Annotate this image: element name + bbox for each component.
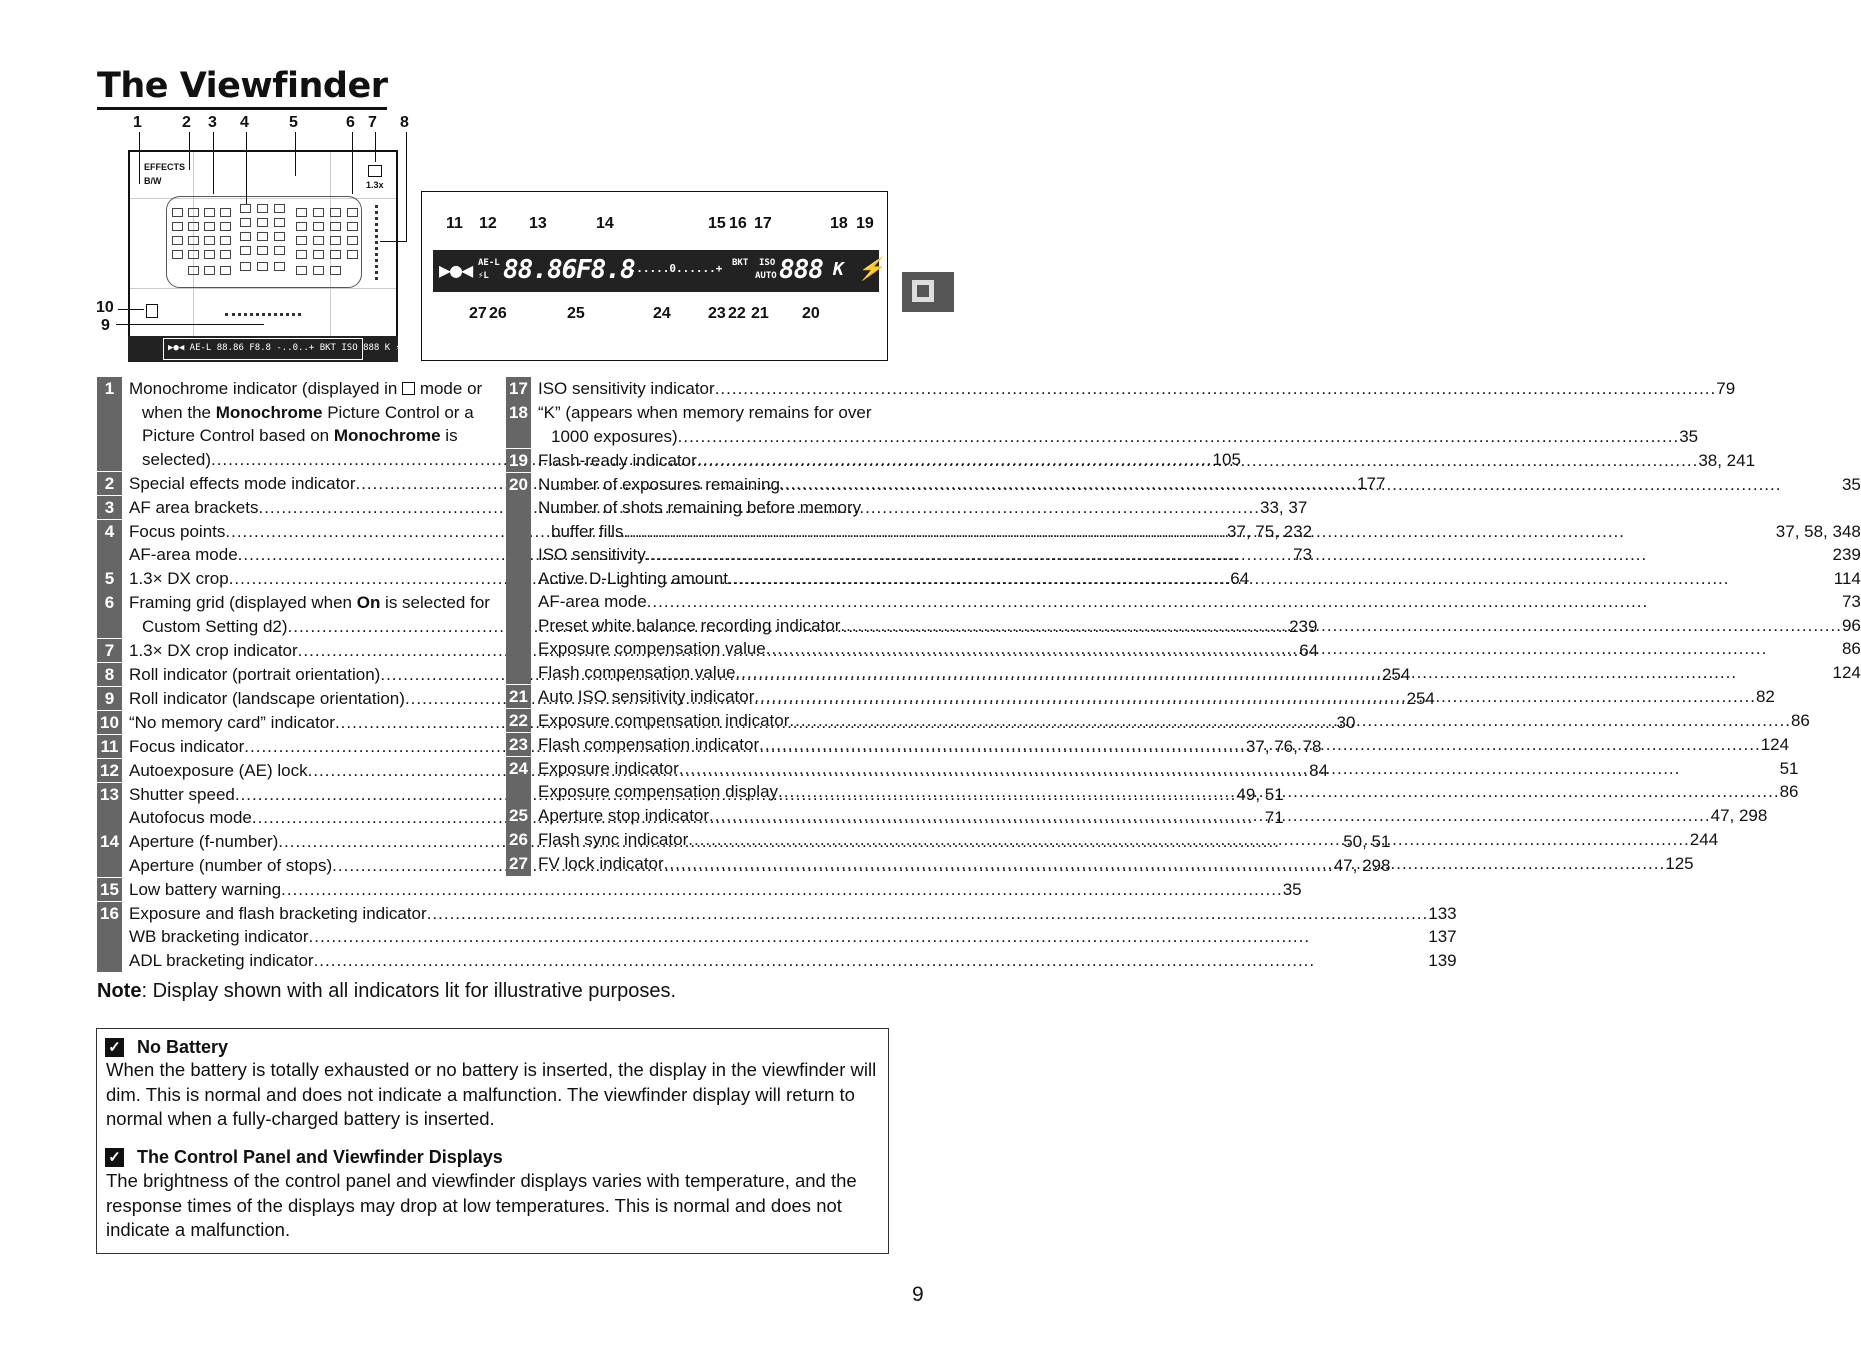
page-reference: 64 <box>1230 569 1250 588</box>
callout-number: 8 <box>400 114 409 131</box>
no-battery-title: No Battery <box>137 1037 229 1057</box>
focus-point <box>204 208 215 217</box>
entry-line: Custom Setting d2) ..... 239 <box>129 615 1317 639</box>
focus-point <box>347 236 358 245</box>
entry-number: 26 <box>506 828 531 852</box>
entry-line: 1.3× DX crop ..... 64 <box>129 567 1249 591</box>
focus-point <box>274 218 285 227</box>
entry-line: Aperture stop indicator ..... 47, 298 <box>538 804 1767 828</box>
focus-indicator-icon: ▶●◀ <box>439 258 473 282</box>
page-reference: 137 <box>1428 927 1457 946</box>
entry-line: buffer fills ..... 37, 58, 348 <box>538 520 1861 544</box>
memory-card-icon <box>146 304 158 318</box>
focus-point <box>274 246 285 255</box>
page-reference: 86 <box>1779 782 1799 801</box>
entry-line: Preset white balance recording indicator ..... 96 <box>538 614 1861 638</box>
callout-number: 3 <box>208 114 217 131</box>
page-reference: 96 <box>1841 615 1861 635</box>
page-reference: 51 <box>1779 758 1799 778</box>
callout-number: 10 <box>96 299 114 316</box>
check-icon: ✓ <box>105 1148 124 1167</box>
index-entry <box>506 377 1736 401</box>
exposure-scale: -......0......+ <box>623 262 723 275</box>
entry-line: Exposure compensation value ..... 86 <box>538 637 1861 661</box>
entry-line: ADL bracketing indicator ..... 139 <box>129 949 1457 973</box>
page-reference: 47, 298 <box>1333 855 1391 875</box>
no-battery-heading <box>105 1036 228 1058</box>
display-text: The brightness of the control panel and viewfinder displays varies with temperature, and the response times of the displays may drop at low temperatures. This is normal and does not indicate a malfunction. <box>106 1170 857 1240</box>
roll-indicator-portrait <box>375 205 381 280</box>
note-text: : Display shown with all indicators lit for illustrative purposes. <box>141 980 677 1002</box>
k-indicator: K <box>833 259 843 280</box>
callout-number: 24 <box>653 305 671 322</box>
index-entry <box>506 401 1699 448</box>
camera-icon <box>912 280 934 302</box>
focus-point <box>313 250 324 259</box>
entry-line: Number of shots remaining before memory <box>538 498 862 517</box>
viewfinder-info-strip: ▶●◀ AE-L 88.86 F8.8 -..0..+ BKT ISO 888 K ⚡ <box>163 338 363 360</box>
entry-number: 12 <box>97 759 122 783</box>
page-reference: 114 <box>1833 568 1861 588</box>
entry-line: Focus points ..... 37, 75, 232 <box>129 520 1312 544</box>
focus-point <box>188 250 199 259</box>
callout-number: 17 <box>754 215 772 232</box>
page-reference: 47, 298 <box>1710 806 1768 825</box>
focus-point <box>220 208 231 217</box>
focus-point <box>296 208 307 217</box>
entry-number: 24 <box>506 757 531 804</box>
no-battery-text: When the battery is totally exhausted or no battery is inserted, the display in the viewfinder will dim. This is normal and does not indicate a malfunction. The viewfinder display will return to normal when a fully-charged battery is inserted. <box>106 1059 877 1129</box>
focus-point <box>204 250 215 259</box>
entry-line: Exposure compensation display ..... 86 <box>538 780 1799 804</box>
focus-point <box>240 246 251 255</box>
focus-point <box>240 204 251 213</box>
focus-point <box>240 218 251 227</box>
focus-point <box>257 204 268 213</box>
page-reference: 239 <box>1289 616 1318 636</box>
focus-point <box>274 262 285 271</box>
focus-point <box>220 250 231 259</box>
callout-number: 12 <box>479 215 497 232</box>
page-reference: 254 <box>1406 688 1435 708</box>
entry-line: selected) ..... 105 <box>129 448 1241 472</box>
focus-point <box>330 250 341 259</box>
callout-number: 5 <box>289 114 298 131</box>
page-reference: 177 <box>1357 473 1386 493</box>
entry-number: 21 <box>506 685 531 709</box>
callout-number: 4 <box>240 114 249 131</box>
entry-line: Flash compensation value ..... 124 <box>538 661 1861 685</box>
mono-mode-icon <box>402 382 415 395</box>
entry-line: 1000 exposures) ..... 35 <box>538 425 1698 449</box>
entry-line: Auto ISO sensitivity indicator ..... 82 <box>538 685 1775 709</box>
callout-number: 11 <box>446 215 463 232</box>
entry-number: 4 <box>97 520 122 567</box>
note <box>97 978 676 1004</box>
focus-point <box>257 232 268 241</box>
entry-line: Autofocus mode ..... 71 <box>129 806 1284 830</box>
entry-number: 27 <box>506 852 531 876</box>
entry-number: 18 <box>506 401 531 448</box>
entry-line: Exposure and flash bracketing indicator ..... 133 <box>129 902 1457 926</box>
page-reference: 84 <box>1309 760 1329 780</box>
page-reference: 38, 241 <box>1698 450 1756 470</box>
entry-number: 5 <box>97 567 122 591</box>
callout-number: 20 <box>802 305 820 322</box>
entry-line: ISO sensitivity ..... 239 <box>538 543 1861 567</box>
entry-line: Picture Control based on Monochrome is <box>142 426 458 445</box>
focus-point <box>240 262 251 271</box>
index-entry <box>97 902 1457 973</box>
focus-point <box>296 266 307 275</box>
callout-number: 23 <box>708 305 726 322</box>
focus-point <box>188 222 199 231</box>
entry-line: Roll indicator (landscape orientation) ..... 254 <box>129 687 1435 711</box>
entry-line: Focus indicator ..... 37, 76, 78 <box>129 735 1321 759</box>
callout-number: 19 <box>856 215 874 232</box>
roll-indicator-landscape <box>225 313 301 319</box>
callout-number: 9 <box>101 317 110 334</box>
entry-line: Aperture (number of stops) ..... 47, 298 <box>129 854 1390 878</box>
entry-line: Autoexposure (AE) lock ..... 84 <box>129 759 1328 783</box>
page-reference: 30 <box>1336 712 1356 732</box>
display-heading <box>105 1146 503 1168</box>
entry-line: Roll indicator (portrait orientation) ..... 254 <box>129 663 1410 687</box>
entry-number: 7 <box>97 639 122 663</box>
page-reference: 239 <box>1832 545 1861 564</box>
entry-number: 23 <box>506 733 531 757</box>
entry-number: 20 <box>506 473 531 685</box>
entry-line: WB bracketing indicator ..... 137 <box>129 925 1457 949</box>
page-reference: 139 <box>1428 950 1457 970</box>
crop-icon <box>368 165 382 177</box>
focus-point <box>347 250 358 259</box>
focus-point <box>313 236 324 245</box>
fv-lock-label: ⚡L <box>478 271 489 281</box>
page-reference: 71 <box>1264 808 1284 827</box>
entry-line: Number of exposures remaining ..... 35 <box>538 473 1861 497</box>
effects-label: EFFECTS <box>144 162 186 172</box>
entry-line: 1.3× DX crop indicator ..... 64 <box>129 639 1318 663</box>
entry-line: when the Monochrome Picture Control or a <box>142 402 474 422</box>
page-reference: 35 <box>1282 879 1302 899</box>
page-reference: 64 <box>1299 640 1319 660</box>
page-reference: 73 <box>1841 592 1861 611</box>
page-reference: 82 <box>1755 686 1775 706</box>
index-entry <box>97 878 1302 902</box>
entry-number: 15 <box>97 878 122 902</box>
entry-number: 1 <box>97 377 122 471</box>
page-reference: 35 <box>1679 426 1699 446</box>
page-reference: 33, 37 <box>1260 497 1308 517</box>
page-reference: 73 <box>1293 545 1313 564</box>
page-reference: 50, 51 <box>1343 832 1391 851</box>
callout-number: 25 <box>567 305 585 322</box>
page-reference: 133 <box>1428 903 1457 923</box>
entry-line: Aperture (f-number) ..... 50, 51 <box>129 830 1390 854</box>
page-reference: 49, 51 <box>1236 784 1284 804</box>
focus-point <box>330 266 341 275</box>
entry-number: 22 <box>506 709 531 733</box>
callout-number: 22 <box>728 305 746 322</box>
focus-point <box>188 236 199 245</box>
focus-point <box>188 266 199 275</box>
focus-point <box>204 236 215 245</box>
display-title: The Control Panel and Viewfinder Displays <box>137 1147 503 1167</box>
entry-number: 16 <box>97 902 122 973</box>
page-reference: 86 <box>1790 710 1810 730</box>
focus-point <box>257 218 268 227</box>
exposure-count-digits: 888 <box>779 255 823 285</box>
focus-point <box>347 208 358 217</box>
focus-point <box>296 250 307 259</box>
page-reference: 35 <box>1841 474 1861 494</box>
flash-ready-icon: ⚡ <box>857 257 884 282</box>
info-display-bar <box>433 250 884 292</box>
entry-line: “No memory card” indicator ..... 30 <box>129 711 1355 735</box>
page-number: 9 <box>912 1283 924 1306</box>
callout-number: 1 <box>133 114 142 131</box>
focus-point <box>172 250 183 259</box>
callout-number: 7 <box>368 114 377 131</box>
entry-line: AF-area mode ..... 73 <box>538 590 1861 614</box>
page-reference: 125 <box>1665 854 1694 873</box>
entry-line: Monochrome indicator (displayed in mode or <box>129 379 483 398</box>
focus-point <box>330 222 341 231</box>
focus-point <box>172 208 183 217</box>
shutter-speed-digits: 88.86 <box>503 255 577 285</box>
bkt-label: BKT <box>732 258 749 268</box>
entry-number: 25 <box>506 804 531 828</box>
focus-point <box>172 222 183 231</box>
focus-point <box>240 232 251 241</box>
focus-point <box>204 266 215 275</box>
entry-line: Active D-Lighting amount ..... 114 <box>538 567 1861 591</box>
entry-number: 8 <box>97 663 122 687</box>
crop-label: 1.3x <box>366 180 384 190</box>
entry-line: ISO sensitivity indicator ..... 79 <box>538 377 1735 401</box>
focus-point <box>347 222 358 231</box>
entry-number: 10 <box>97 711 122 735</box>
entry-number: 9 <box>97 687 122 711</box>
callout-number: 2 <box>182 114 191 131</box>
iso-label: ISO <box>759 258 776 268</box>
page-reference: 244 <box>1689 830 1719 849</box>
callout-number: 14 <box>596 215 614 232</box>
focus-point <box>172 236 183 245</box>
callout-number: 15 <box>708 215 726 232</box>
page-reference: 86 <box>1841 639 1861 658</box>
callout-number: 26 <box>489 305 507 322</box>
entry-number: 6 <box>97 591 122 638</box>
entry-number: 2 <box>97 472 122 496</box>
focus-point <box>330 208 341 217</box>
entry-line: AF-area mode ..... 73 <box>129 543 1312 567</box>
focus-point <box>274 204 285 213</box>
section-tab <box>902 272 954 312</box>
bw-label: B/W <box>144 176 162 186</box>
entry-number: 3 <box>97 496 122 520</box>
focus-point <box>220 236 231 245</box>
entry-line: Exposure indicator ..... 51 <box>538 757 1799 781</box>
focus-point <box>257 246 268 255</box>
entry-line: Flash-ready indicator ..... 38, 241 <box>538 449 1755 473</box>
callout-number: 13 <box>529 215 547 232</box>
page-reference: 37, 76, 78 <box>1245 736 1322 756</box>
focus-point <box>313 266 324 275</box>
entry-number: 11 <box>97 735 122 759</box>
callout-number: 27 <box>469 305 487 322</box>
entry-line: Low battery warning ..... 35 <box>129 878 1302 902</box>
entry-number: 13 <box>97 783 122 830</box>
page-title: The Viewfinder <box>97 66 387 110</box>
page-reference: 124 <box>1760 734 1790 754</box>
page-reference: 105 <box>1212 449 1241 469</box>
callout-number: 18 <box>830 215 848 232</box>
page-reference: 79 <box>1716 379 1736 398</box>
focus-point <box>188 208 199 217</box>
focus-point <box>220 222 231 231</box>
entry-number: 14 <box>97 830 122 877</box>
entry-number: 19 <box>506 449 531 473</box>
callout-number: 6 <box>346 114 355 131</box>
focus-point <box>296 222 307 231</box>
entry-line: Special effects mode indicator ..... 177 <box>129 472 1385 496</box>
entry-line: Flash sync indicator ..... 244 <box>538 828 1718 852</box>
page-reference: 254 <box>1381 664 1411 684</box>
note-label: Note <box>97 980 142 1002</box>
caution-box <box>96 1028 889 1254</box>
focus-point <box>274 232 285 241</box>
focus-point <box>296 236 307 245</box>
page-reference: 124 <box>1832 662 1861 682</box>
entry-line: Exposure compensation indicator ..... 86 <box>538 709 1810 733</box>
focus-point <box>313 208 324 217</box>
page-reference: 37, 58, 348 <box>1775 521 1861 541</box>
auto-label: AUTO <box>755 271 777 281</box>
entry-line: Flash compensation indicator ..... 124 <box>538 733 1789 757</box>
focus-point <box>204 222 215 231</box>
entry-line: Shutter speed ..... 49, 51 <box>129 783 1284 807</box>
entry-line: “K” (appears when memory remains for over <box>538 403 872 422</box>
entry-line: AF area brackets ..... 33, 37 <box>129 496 1307 520</box>
focus-point <box>330 236 341 245</box>
callout-number: 16 <box>729 215 747 232</box>
focus-point <box>220 266 231 275</box>
check-icon: ✓ <box>105 1038 124 1057</box>
entry-number: 17 <box>506 377 531 401</box>
callout-number: 21 <box>751 305 769 322</box>
page-reference: 37, 75, 232 <box>1226 521 1313 541</box>
ael-label: AE-L <box>478 258 500 268</box>
focus-point <box>313 222 324 231</box>
entry-line: FV lock indicator ..... 125 <box>538 852 1694 876</box>
focus-point <box>257 262 268 271</box>
aperture-digits: F8.8 <box>576 255 635 285</box>
entry-line: Framing grid (displayed when On is selected for <box>129 593 490 612</box>
